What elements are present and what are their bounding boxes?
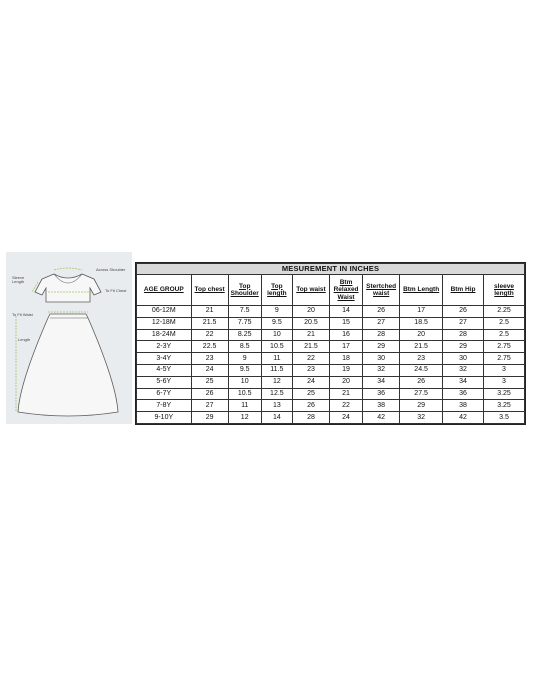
measurement-cell: 8.5 — [228, 341, 261, 353]
measurement-cell: 14 — [261, 412, 292, 424]
measurement-cell: 3.25 — [484, 400, 525, 412]
measurement-cell: 26 — [292, 400, 329, 412]
table-body — [137, 306, 525, 424]
table-row — [137, 364, 525, 376]
measurement-cell: 25 — [191, 376, 228, 388]
measurement-cell: 20 — [292, 306, 329, 318]
measurement-cell: 21.5 — [292, 341, 329, 353]
table-row — [137, 400, 525, 412]
age-group-cell: 4-5Y — [137, 364, 192, 376]
column-header: Top length — [261, 275, 292, 306]
measurement-cell: 12 — [228, 412, 261, 424]
measurement-cell: 32 — [363, 364, 400, 376]
measurement-cell: 21 — [330, 388, 363, 400]
skirt-outline — [18, 314, 118, 416]
measurement-cell: 12.5 — [261, 388, 292, 400]
age-group-cell: 9-10Y — [137, 412, 192, 424]
measurement-cell: 29 — [191, 412, 228, 424]
measurement-cell: 28 — [363, 329, 400, 341]
table-row — [137, 376, 525, 388]
measurement-cell: 3.5 — [484, 412, 525, 424]
measurement-cell: 7.75 — [228, 317, 261, 329]
measurement-table — [136, 263, 525, 424]
column-header: Btm Length — [400, 275, 443, 306]
measurement-cell: 23 — [400, 353, 443, 365]
measurement-cell: 3 — [484, 376, 525, 388]
measurement-cell: 26 — [191, 388, 228, 400]
table-row — [137, 317, 525, 329]
measurement-cell: 11.5 — [261, 364, 292, 376]
measurement-cell: 36 — [363, 388, 400, 400]
measurement-cell: 10 — [261, 329, 292, 341]
column-header: Btm Relaxed Waist — [330, 275, 363, 306]
measurement-cell: 8.25 — [228, 329, 261, 341]
measurement-cell: 26 — [400, 376, 443, 388]
measurement-cell: 21.5 — [400, 341, 443, 353]
measurement-cell: 32 — [443, 364, 484, 376]
measurement-cell: 38 — [363, 400, 400, 412]
measurement-cell: 24 — [292, 376, 329, 388]
across-shoulder-label: Across Shoulder — [96, 267, 126, 272]
garment-measurement-diagram — [6, 252, 132, 424]
table-row — [137, 329, 525, 341]
column-header: Btm Hip — [443, 275, 484, 306]
measurement-cell: 42 — [443, 412, 484, 424]
measurement-cell: 34 — [443, 376, 484, 388]
age-group-cell: 5-6Y — [137, 376, 192, 388]
table-row — [137, 412, 525, 424]
measurement-cell: 2.75 — [484, 341, 525, 353]
measurement-cell: 19 — [330, 364, 363, 376]
measurement-cell: 24 — [191, 364, 228, 376]
measurement-cell: 42 — [363, 412, 400, 424]
measurement-cell: 26 — [443, 306, 484, 318]
column-header: sleeve length — [484, 275, 525, 306]
size-chart — [135, 262, 526, 425]
measurement-cell: 30 — [363, 353, 400, 365]
column-header: AGE GROUP — [137, 275, 192, 306]
measurement-cell: 10.5 — [228, 388, 261, 400]
measurement-cell: 9 — [228, 353, 261, 365]
measurement-cell: 32 — [400, 412, 443, 424]
measurement-cell: 29 — [400, 400, 443, 412]
measurement-cell: 23 — [191, 353, 228, 365]
measurement-cell: 10 — [228, 376, 261, 388]
column-header: Top Shoulder — [228, 275, 261, 306]
measurement-cell: 3.25 — [484, 388, 525, 400]
measurement-cell: 18.5 — [400, 317, 443, 329]
measurement-cell: 21.5 — [191, 317, 228, 329]
age-group-cell: 3-4Y — [137, 353, 192, 365]
measurement-cell: 11 — [228, 400, 261, 412]
age-group-cell: 12-18M — [137, 317, 192, 329]
measurement-cell: 21 — [292, 329, 329, 341]
measurement-cell: 22 — [330, 400, 363, 412]
table-row — [137, 353, 525, 365]
measurement-cell: 9.5 — [261, 317, 292, 329]
measurement-cell: 22.5 — [191, 341, 228, 353]
measurement-cell: 7.5 — [228, 306, 261, 318]
age-group-cell: 6-7Y — [137, 388, 192, 400]
age-group-cell: 2-3Y — [137, 341, 192, 353]
measurement-cell: 29 — [443, 341, 484, 353]
measurement-cell: 20 — [330, 376, 363, 388]
table-row — [137, 388, 525, 400]
measurement-cell: 34 — [363, 376, 400, 388]
measurement-cell: 27 — [191, 400, 228, 412]
measurement-cell: 27 — [443, 317, 484, 329]
measurement-cell: 15 — [330, 317, 363, 329]
measurement-cell: 27 — [363, 317, 400, 329]
measurement-cell: 38 — [443, 400, 484, 412]
measurement-cell: 20.5 — [292, 317, 329, 329]
measurement-cell: 23 — [292, 364, 329, 376]
measurement-cell: 28 — [443, 329, 484, 341]
header-row — [137, 275, 525, 306]
sleeve-length-label: Sleeve Length — [12, 275, 25, 284]
age-group-cell: 7-8Y — [137, 400, 192, 412]
measurement-cell: 17 — [400, 306, 443, 318]
table-row — [137, 341, 525, 353]
measurement-cell: 30 — [443, 353, 484, 365]
measurement-cell: 2.5 — [484, 317, 525, 329]
measurement-cell: 26 — [363, 306, 400, 318]
measurement-cell: 2.5 — [484, 329, 525, 341]
measurement-cell: 21 — [191, 306, 228, 318]
measurement-cell: 13 — [261, 400, 292, 412]
measurement-cell: 2.75 — [484, 353, 525, 365]
measurement-cell: 9.5 — [228, 364, 261, 376]
column-header: Top chest — [191, 275, 228, 306]
column-header: Stertched waist — [363, 275, 400, 306]
measurement-cell: 14 — [330, 306, 363, 318]
measurement-cell: 12 — [261, 376, 292, 388]
measurement-cell: 24 — [330, 412, 363, 424]
to-fit-chest-label: To Fit Chest — [105, 288, 127, 293]
measurement-cell: 29 — [363, 341, 400, 353]
measurement-cell: 36 — [443, 388, 484, 400]
to-fit-waist-label: To Fit Waist — [12, 312, 33, 317]
table-title: MESUREMENT IN INCHES — [137, 264, 525, 275]
measurement-cell: 9 — [261, 306, 292, 318]
measurement-cell: 17 — [330, 341, 363, 353]
measurement-cell: 28 — [292, 412, 329, 424]
measurement-cell: 22 — [191, 329, 228, 341]
measurement-cell: 11 — [261, 353, 292, 365]
measurement-cell: 10.5 — [261, 341, 292, 353]
length-label: Length — [18, 337, 31, 342]
measurement-cell: 2.25 — [484, 306, 525, 318]
measurement-cell: 20 — [400, 329, 443, 341]
measurement-cell: 22 — [292, 353, 329, 365]
age-group-cell: 18-24M — [137, 329, 192, 341]
column-header: Top waist — [292, 275, 329, 306]
measurement-cell: 3 — [484, 364, 525, 376]
measurement-cell: 16 — [330, 329, 363, 341]
blouse-outline — [35, 274, 101, 302]
measurement-cell: 18 — [330, 353, 363, 365]
age-group-cell: 06-12M — [137, 306, 192, 318]
measurement-cell: 27.5 — [400, 388, 443, 400]
table-row — [137, 306, 525, 318]
measurement-cell: 24.5 — [400, 364, 443, 376]
measurement-cell: 25 — [292, 388, 329, 400]
